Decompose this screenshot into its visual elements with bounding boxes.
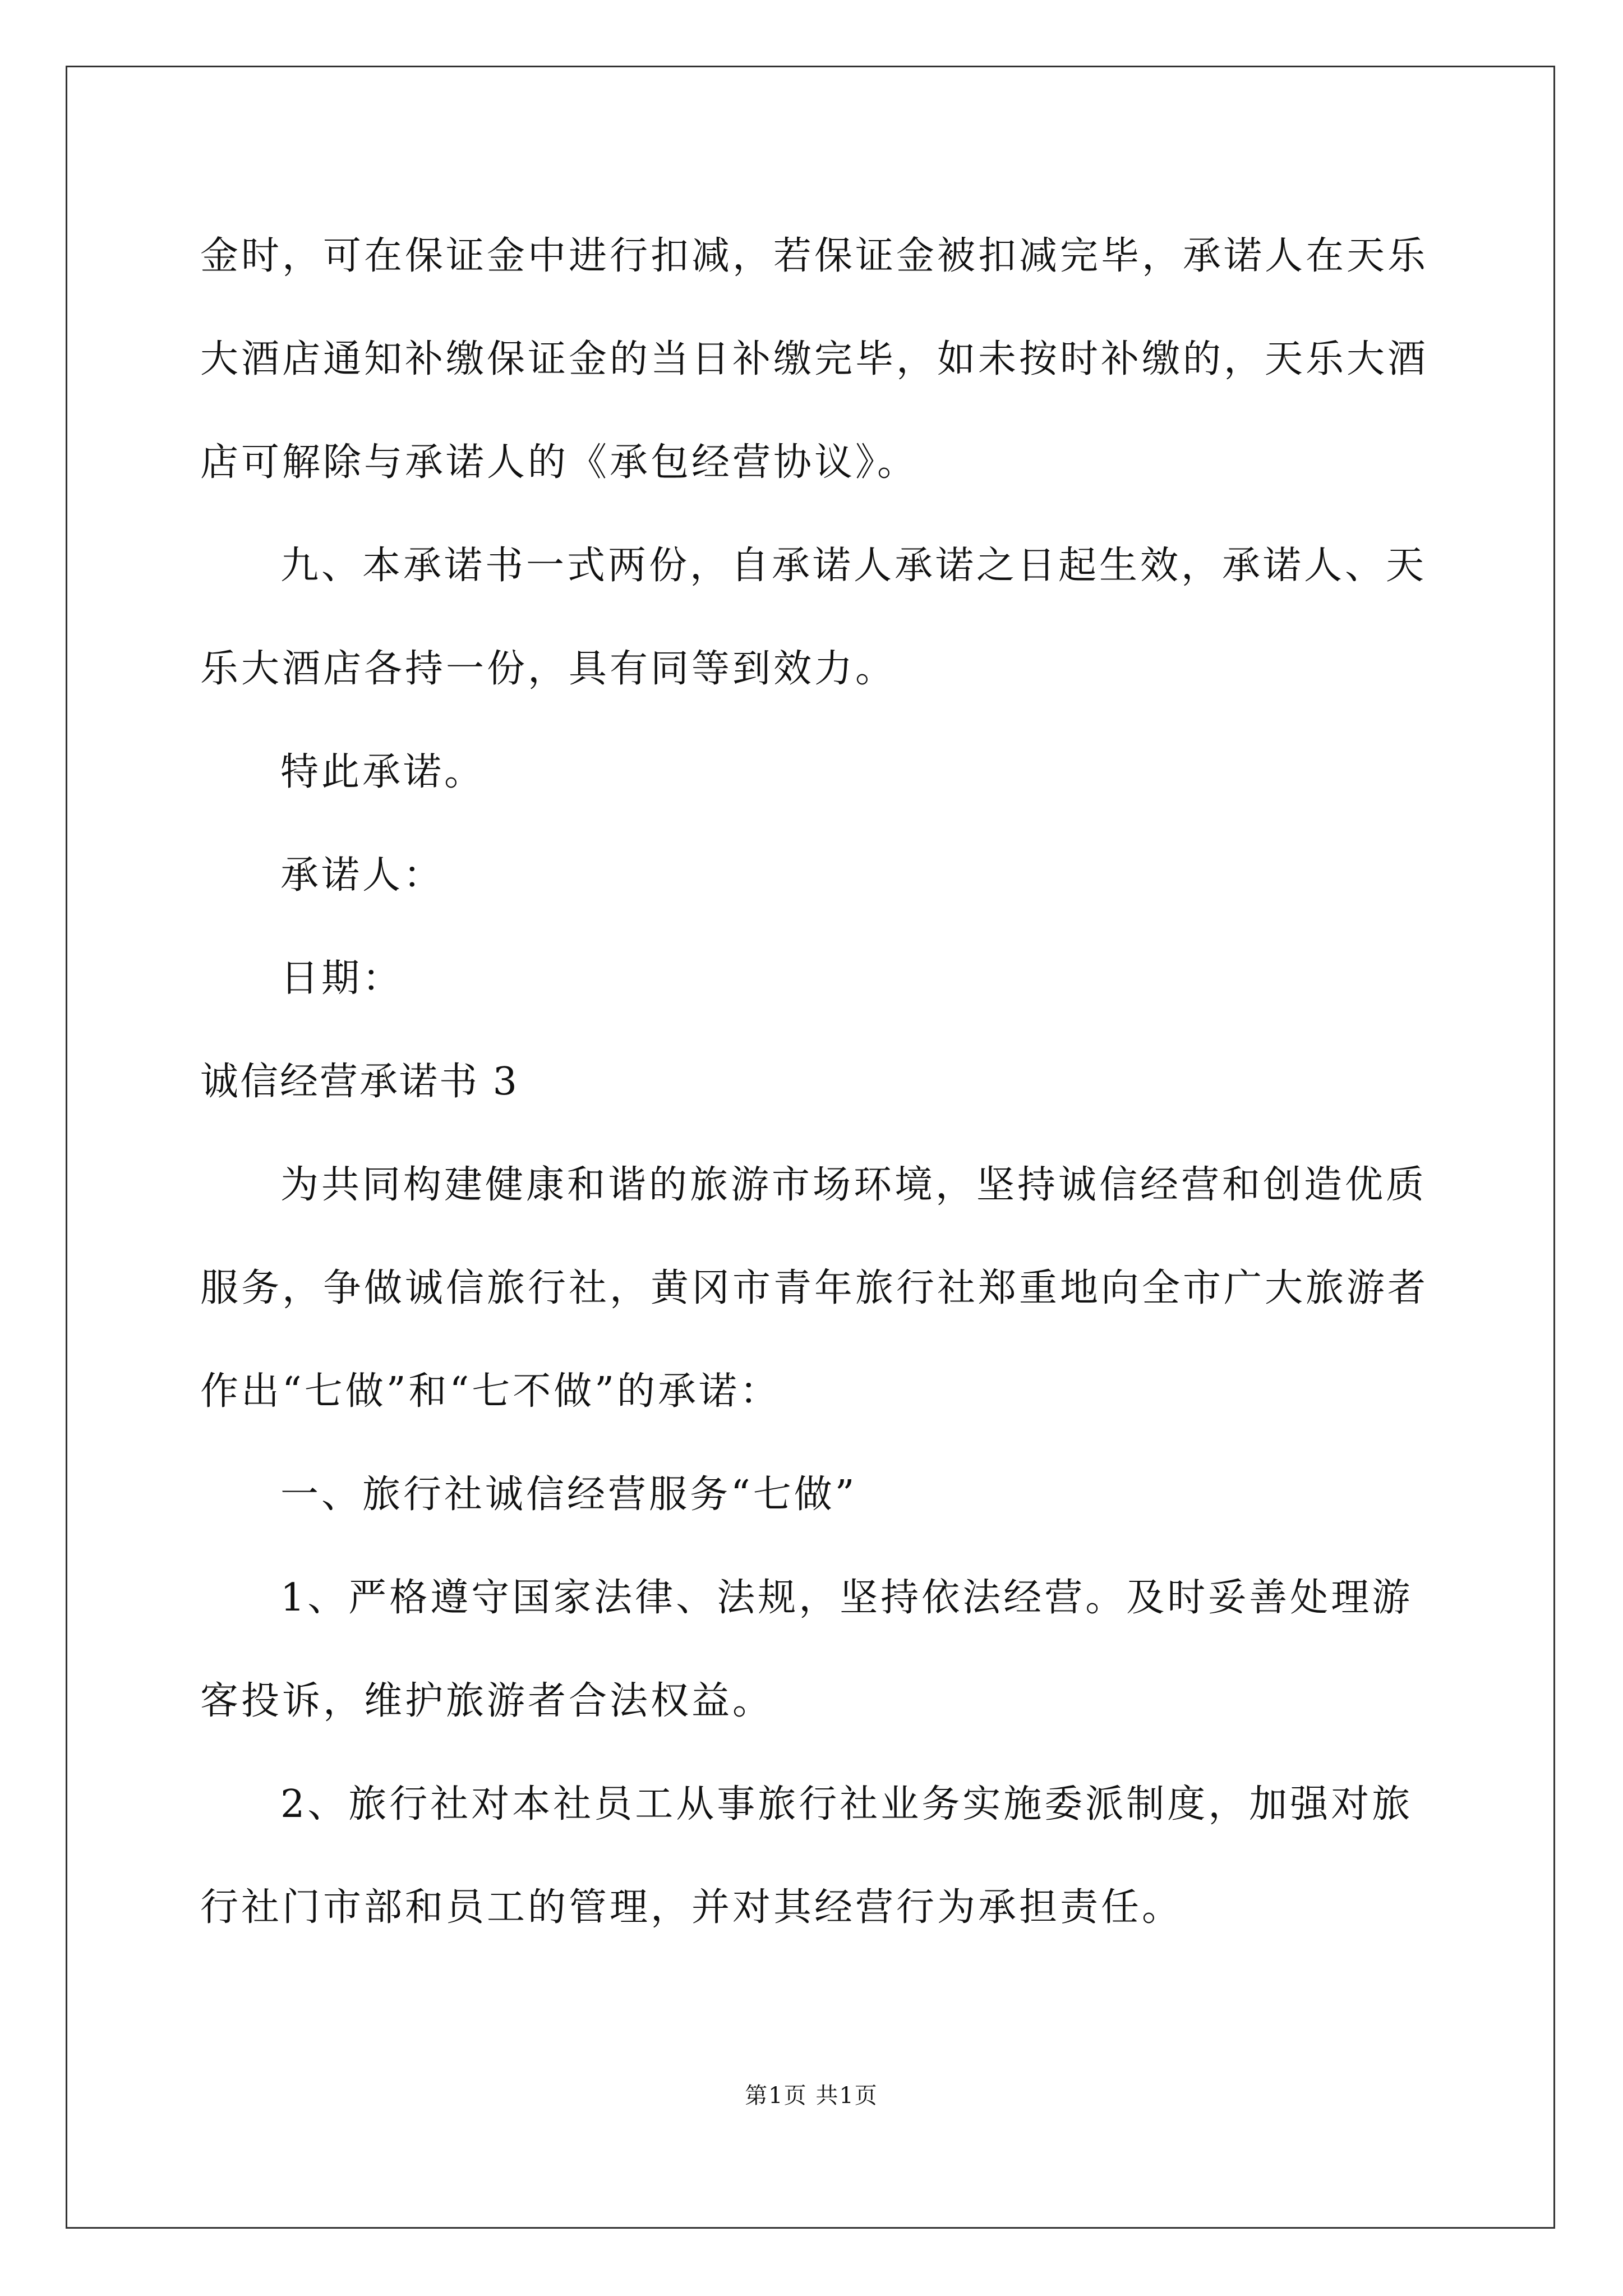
paragraph-item-2: 2、旅行社对本社员工从事旅行社业务实施委派制度，加强对旅行社门市部和员工的管理，并对其经营行为承担责任。 [200,1782,1413,1930]
paragraph-deposit-deduction: 金时，可在保证金中进行扣减，若保证金被扣减完毕，承诺人在天乐大酒店通知补缴保证金的当日补缴完毕，如未按时补缴的，天乐大酒店可解除与承诺人的《承包经营协议》。 [200,234,1429,485]
section-heading: 诚信经营承诺书 3 [200,1060,519,1104]
promisor-label: 承诺人： [280,853,445,898]
paragraph-seven-dos-title: 一、旅行社诚信经营服务“七做” [280,1473,857,1517]
page-footer: 第1页 共1页 [745,2083,878,2109]
paragraph-hereby-promise: 特此承诺。 [280,750,486,794]
paragraph-item-nine: 九、本承诺书一式两份，自承诺人承诺之日起生效，承诺人、天乐大酒店各持一份，具有同等到效力。 [200,544,1427,691]
document-body [200,205,1431,1959]
date-label: 日期： [280,956,404,1001]
paragraph-item-1: 1、严格遵守国家法律、法规，坚持依法经营。及时妥善处理游客投诉，维护旅游者合法权益。 [200,1576,1413,1723]
paragraph-intro: 为共同构建健康和谐的旅游市场环境，坚持诚信经营和创造优质服务，争做诚信旅行社，黄冈市青年旅行社郑重地向全市广大旅游者作出“七做”和“七不做”的承诺： [200,1163,1429,1414]
